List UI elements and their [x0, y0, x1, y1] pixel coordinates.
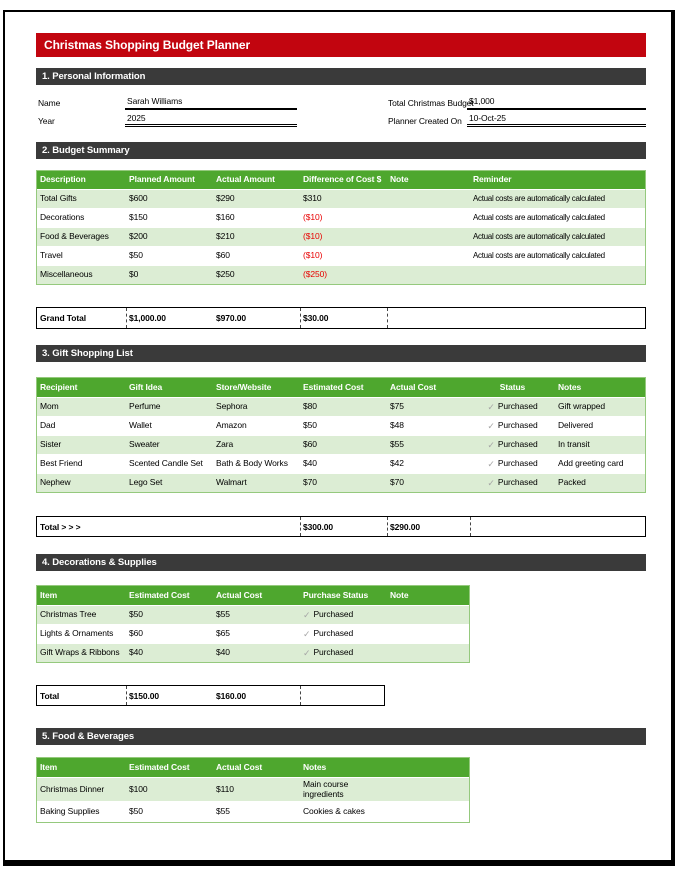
cell-difference: ($10) — [303, 212, 323, 223]
col-header-actual: Actual Amount — [216, 174, 275, 185]
budget-row-total-gifts — [37, 189, 645, 208]
status-text: Purchased — [313, 609, 354, 620]
cell-estimated[interactable]: $60 — [303, 439, 317, 450]
year-value[interactable]: 2025 — [127, 113, 146, 123]
cell-recipient[interactable]: Dad — [40, 420, 56, 431]
grand-total-label: Grand Total — [40, 313, 86, 323]
cell-actual[interactable]: $42 — [390, 458, 404, 469]
col-header-estimated: Estimated Cost — [303, 381, 364, 392]
cell-recipient[interactable]: Mom — [40, 401, 59, 412]
grand-total-actual: $970.00 — [216, 313, 247, 323]
cell-description[interactable]: Food & Beverages — [40, 231, 109, 242]
col-header-notes: Notes — [558, 381, 582, 392]
food-row-christmas-dinner — [37, 777, 469, 801]
cell-estimated[interactable]: $100 — [129, 783, 148, 794]
cell-item[interactable]: Christmas Tree — [40, 609, 97, 620]
cell-note[interactable] — [387, 644, 469, 662]
section-header-gift-shopping-list: 3. Gift Shopping List — [36, 345, 646, 362]
budget-header-row — [37, 171, 645, 189]
cell-store[interactable]: Sephora — [216, 401, 248, 412]
decoration-row-gift-wraps — [37, 643, 469, 662]
col-header-item: Item — [40, 589, 58, 600]
budget-row-decorations — [37, 208, 645, 227]
cell-actual[interactable]: $110 — [216, 783, 234, 794]
check-icon: ✓ — [487, 439, 495, 450]
cell-description[interactable]: Total Gifts — [40, 193, 77, 204]
cell-estimated[interactable]: $40 — [303, 458, 317, 469]
name-field[interactable] — [125, 95, 297, 110]
cell-reminder: Actual costs are automatically calculated — [473, 213, 605, 223]
cell-description[interactable]: Miscellaneous — [40, 269, 93, 280]
cell-reminder: Actual costs are automatically calculated — [473, 251, 605, 261]
gift-header-row — [37, 378, 645, 397]
decorations-header-row — [37, 586, 469, 605]
cell-recipient[interactable]: Best Friend — [40, 458, 83, 469]
divider — [300, 686, 301, 705]
status-text: Purchased — [497, 420, 538, 431]
cell-description[interactable]: Travel — [40, 250, 63, 261]
cell-item[interactable]: Gift Wraps & Ribbons — [40, 647, 120, 658]
cell-gift-idea[interactable]: Sweater — [129, 439, 160, 450]
cell-reminder: Actual costs are automatically calculated — [473, 194, 605, 204]
divider — [387, 517, 388, 536]
budget-row-travel — [37, 246, 645, 265]
status-text: Purchased — [313, 628, 354, 639]
cell-actual[interactable]: $70 — [390, 477, 404, 488]
cell-notes[interactable]: Delivered — [558, 420, 594, 431]
cell-status[interactable] — [470, 398, 555, 416]
cell-actual[interactable]: $290 — [216, 193, 235, 204]
cell-actual[interactable]: $250 — [216, 269, 235, 280]
cell-notes[interactable]: Packed — [558, 477, 586, 488]
cell-actual[interactable]: $75 — [390, 401, 404, 412]
gift-row-nephew — [37, 473, 645, 492]
divider — [126, 308, 127, 328]
col-header-reminder: Reminder — [473, 174, 512, 185]
col-header-planned: Planned Amount — [129, 174, 195, 185]
cell-planned[interactable]: $200 — [129, 231, 148, 242]
year-field[interactable] — [125, 112, 297, 127]
cell-status[interactable] — [300, 644, 387, 662]
cell-planned[interactable]: $150 — [129, 212, 148, 223]
cell-notes[interactable]: Add greeting card — [558, 458, 624, 469]
gift-row-mom — [37, 397, 645, 416]
food-header-row — [37, 758, 469, 777]
cell-status[interactable] — [470, 436, 555, 454]
cell-notes[interactable]: In transit — [558, 439, 590, 450]
status-text: Purchased — [497, 458, 538, 469]
section-header-budget-summary: 2. Budget Summary — [36, 142, 646, 159]
gift-row-sister — [37, 435, 645, 454]
check-icon: ✓ — [487, 401, 495, 412]
budget-row-miscellaneous — [37, 265, 645, 284]
col-header-note: Note — [390, 174, 409, 185]
cell-store[interactable]: Walmart — [216, 477, 247, 488]
cell-recipient[interactable]: Sister — [40, 439, 62, 450]
cell-reminder: Actual costs are automatically calculated — [473, 232, 605, 242]
notes-text: Main course ingredients — [303, 778, 349, 799]
col-header-actual: Actual Cost — [216, 761, 263, 772]
cell-recipient[interactable]: Nephew — [40, 477, 71, 488]
cell-item[interactable]: Lights & Ornaments — [40, 628, 114, 639]
cell-item[interactable]: Christmas Dinner — [40, 783, 105, 794]
food-row-baking-supplies — [37, 801, 469, 822]
col-header-gift-idea: Gift Idea — [129, 381, 163, 392]
cell-actual[interactable]: $55 — [216, 609, 230, 620]
cell-note[interactable] — [387, 625, 469, 643]
col-header-store: Store/Website — [216, 381, 272, 392]
decorations-total-estimated: $150.00 — [129, 690, 160, 701]
cell-actual[interactable]: $40 — [216, 647, 230, 658]
cell-actual[interactable]: $210 — [216, 231, 235, 242]
cell-actual[interactable]: $48 — [390, 420, 404, 431]
created-on-label: Planner Created On — [388, 116, 462, 126]
cell-note[interactable] — [387, 606, 469, 624]
cell-status[interactable] — [300, 625, 387, 643]
cell-gift-idea[interactable]: Scented Candle Set — [129, 458, 203, 469]
cell-status[interactable] — [470, 417, 555, 435]
cell-estimated[interactable]: $40 — [129, 647, 143, 658]
cell-status[interactable] — [470, 474, 555, 492]
divider — [470, 517, 471, 536]
status-text: Purchased — [313, 647, 354, 658]
budget-row-food-beverages — [37, 227, 645, 246]
col-header-actual: Actual Cost — [390, 381, 437, 392]
cell-estimated[interactable]: $60 — [129, 628, 143, 639]
cell-notes[interactable] — [300, 778, 469, 801]
cell-planned[interactable]: $600 — [129, 193, 148, 204]
check-icon: ✓ — [487, 420, 495, 431]
cell-store[interactable]: Bath & Body Works — [216, 458, 288, 469]
gift-shopping-table — [36, 377, 646, 493]
col-header-estimated: Estimated Cost — [129, 589, 190, 600]
decoration-row-lights-ornaments — [37, 624, 469, 643]
created-on-field[interactable] — [467, 112, 646, 127]
decorations-total-actual: $160.00 — [216, 690, 247, 701]
cell-item[interactable]: Baking Supplies — [40, 806, 100, 817]
cell-difference: ($10) — [303, 231, 323, 242]
divider — [300, 308, 301, 328]
section-header-food-beverages: 5. Food & Beverages — [36, 728, 646, 745]
col-header-purchase-status: Purchase Status — [303, 589, 369, 600]
gift-total-label: Total > > > — [40, 521, 81, 532]
cell-actual[interactable]: $65 — [216, 628, 230, 639]
cell-estimated[interactable]: $50 — [129, 806, 143, 817]
col-header-notes: Notes — [303, 761, 327, 772]
cell-gift-idea[interactable]: Lego Set — [129, 477, 163, 488]
cell-description[interactable]: Decorations — [40, 212, 85, 223]
cell-estimated[interactable]: $80 — [303, 401, 317, 412]
cell-note[interactable] — [387, 209, 470, 227]
cell-note[interactable] — [387, 266, 470, 284]
col-header-description: Description — [40, 174, 86, 185]
grand-total-difference: $30.00 — [303, 313, 329, 323]
year-label: Year — [38, 116, 55, 126]
gift-row-dad — [37, 416, 645, 435]
col-header-recipient: Recipient — [40, 381, 78, 392]
cell-note[interactable] — [387, 228, 470, 246]
cell-store[interactable]: Zara — [216, 439, 234, 450]
status-text: Purchased — [497, 477, 538, 488]
check-icon: ✓ — [303, 628, 311, 639]
cell-difference: ($250) — [303, 269, 327, 280]
cell-gift-idea[interactable]: Perfume — [129, 401, 161, 412]
name-value[interactable]: Sarah Williams — [127, 96, 183, 106]
check-icon: ✓ — [303, 609, 311, 620]
section-header-decorations-supplies: 4. Decorations & Supplies — [36, 554, 646, 571]
cell-actual[interactable]: $160 — [216, 212, 235, 223]
cell-note[interactable] — [387, 190, 470, 208]
cell-difference: ($10) — [303, 250, 323, 261]
check-icon: ✓ — [487, 477, 495, 488]
grand-total-planned: $1,000.00 — [129, 313, 166, 323]
gift-total-box — [36, 516, 646, 537]
decoration-row-christmas-tree — [37, 605, 469, 624]
decorations-total-label: Total — [40, 690, 60, 701]
cell-actual[interactable]: $55 — [390, 439, 404, 450]
col-header-difference: Difference of Cost $ — [303, 174, 382, 185]
total-budget-label: Total Christmas Budget — [388, 98, 474, 108]
divider — [300, 517, 301, 536]
cell-store[interactable]: Amazon — [216, 420, 247, 431]
cell-notes[interactable]: Gift wrapped — [558, 401, 605, 412]
section-header-personal-information: 1. Personal Information — [36, 68, 646, 85]
status-text: Purchased — [497, 401, 538, 412]
budget-grand-total-box — [36, 307, 646, 329]
cell-planned[interactable]: $50 — [129, 250, 143, 261]
col-header-note: Note — [390, 589, 409, 600]
total-budget-value[interactable]: $1,000 — [469, 96, 495, 106]
col-header-actual: Actual Cost — [216, 589, 263, 600]
cell-notes[interactable]: Cookies & cakes — [303, 806, 365, 817]
status-text: Purchased — [497, 439, 538, 450]
cell-estimated[interactable]: $50 — [303, 420, 317, 431]
cell-status[interactable] — [470, 455, 555, 473]
cell-estimated[interactable]: $70 — [303, 477, 317, 488]
decorations-total-box — [36, 685, 385, 706]
name-label: Name — [38, 98, 61, 108]
cell-note[interactable] — [387, 247, 470, 265]
cell-gift-idea[interactable]: Wallet — [129, 420, 152, 431]
col-header-estimated: Estimated Cost — [129, 761, 190, 772]
cell-estimated[interactable]: $50 — [129, 609, 143, 620]
cell-actual[interactable]: $60 — [216, 250, 230, 261]
budget-summary-table — [36, 170, 646, 285]
gift-row-best-friend — [37, 454, 645, 473]
divider — [126, 686, 127, 705]
col-header-item: Item — [40, 761, 58, 772]
food-beverages-table — [36, 757, 470, 823]
divider — [387, 308, 388, 328]
cell-reminder — [470, 266, 645, 284]
decorations-table — [36, 585, 470, 663]
cell-planned[interactable]: $0 — [129, 269, 139, 280]
created-on-value[interactable]: 10-Oct-25 — [469, 113, 506, 123]
cell-actual[interactable]: $55 — [216, 806, 230, 817]
cell-difference: $310 — [303, 193, 322, 204]
gift-total-estimated: $300.00 — [303, 521, 334, 532]
cell-status[interactable] — [300, 606, 387, 624]
total-budget-field[interactable] — [467, 95, 646, 110]
check-icon: ✓ — [303, 647, 311, 658]
page-title: Christmas Shopping Budget Planner — [36, 33, 646, 57]
col-header-status: Status — [499, 381, 526, 392]
check-icon: ✓ — [487, 458, 495, 469]
gift-total-actual: $290.00 — [390, 521, 421, 532]
